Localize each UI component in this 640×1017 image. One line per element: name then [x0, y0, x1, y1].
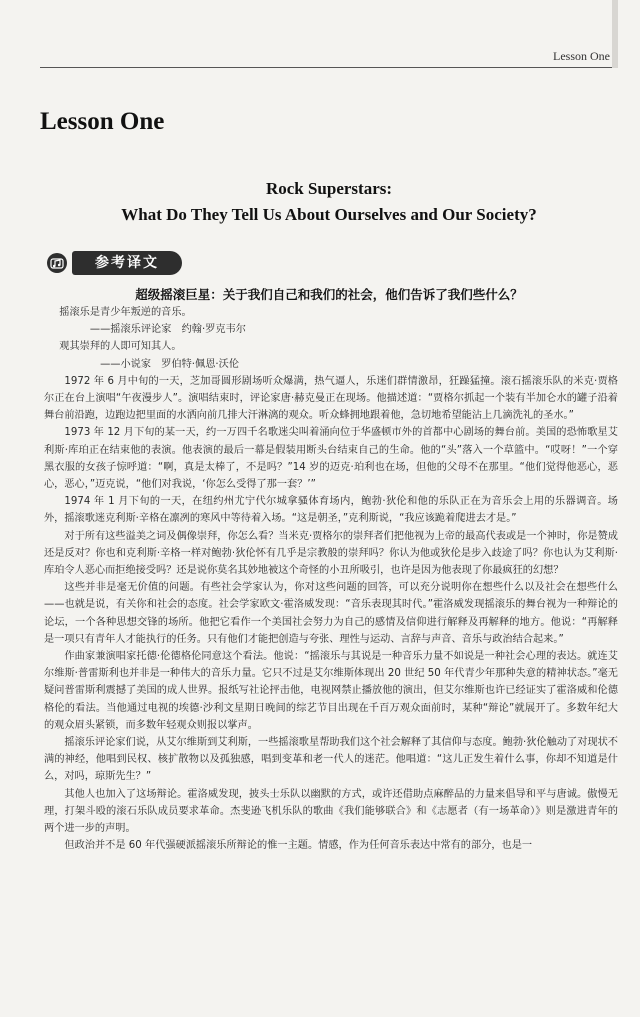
body-paragraph: 1974 年 1 月下旬的一天，在纽约州尤宁代尔城拿骚体育场内，鲍勃·狄伦和他的乐队正在为音乐会上用的乐器调音。场外，摇滚歌迷克利斯·辛格在凛冽的寒风中等待着入场。“这是朝圣，”克利斯说，“我应该跪着爬进去才是。” [44, 496, 618, 525]
epigraph-source: ——摇滚乐评论家 约翰·罗克韦尔 [89, 324, 246, 336]
body-paragraph: 其他人也加入了这场辩论。霍洛威发现，披头士乐队以幽默的方式，或许还借助点麻醉品的力量来倡导和平与唐诚。傲慢无理，打架斗殴的滚石乐队成员要求革命。杰斐逊飞机乐队的歌曲《我们能够联合》和《志愿者（有一场革命）》则是激进青年的两个进一步的声明。 [44, 788, 618, 835]
body-paragraph: 这些并非是毫无价值的问题。有些社会学家认为，你对这些问题的回答，可以充分说明你在想些什么以及社会在想些什么——也就是说，有关你和社会的态度。社会学家欧文·霍洛威发现：“音乐表现其时代。”霍洛威发现摇滚乐的舞台视为一种辩论的论坛，一个各种思想交锋的场所。他把它看作一个美国社会努力为自己的感情及信仰进行解释及再解释的地方。他说：“再解释是一项只有青年人才能执行的任务。只有他们才能把创造与夸张、理性与运动、言辞与声音、音乐与政治结合起来。” [44, 582, 618, 645]
body-paragraph: 但政治并不是 60 年代强硬派摇滚乐所辩论的惟一主题。情感，作为任何音乐表达中常有的部分，也是一 [64, 840, 533, 852]
section-label: 参考译文 [72, 251, 182, 275]
header-rule [40, 67, 618, 68]
page-edge-tab [612, 0, 618, 68]
body-paragraph: 1973 年 12 月下旬的某一天，约一万四千名歌迷尖叫着涌向位于华盛顿市外的首都中心剧场的舞台前。美国的恐怖歌星艾利斯·库珀正在结束他的表演。他表演的最后一幕是假装用断头台结束自己的生命。他的“头”落入一个草篮中。“哎呀！”一个穿黑衣服的女孩子惊呼道：“啊，真是太棒了，不是吗？”14 岁的迈克·珀利也在场，但他的父母不在那里。“他们觉得他恶心，恶心，恶心，”迈克说，“他们对我说，‘你怎么受得了那一套？’” [44, 427, 618, 491]
running-head-text: Lesson One [553, 49, 610, 63]
epigraph-source: ——小说家 罗伯特·佩恩·沃伦 [100, 358, 240, 370]
article-title-line1: Rock Superstars: [265, 179, 393, 198]
body-paragraph: 作曲家兼演唱家托德·伦德格伦同意这个看法。他说：“摇滚乐与其说是一种音乐力量不如说是一种社会心理的表达。就连艾尔维斯·普雷斯利也并非是一种伟大的音乐力量。它只不过是艾尔维斯体现出 20 世纪 50 年代青少年那种失意的精神状态。”毫无疑问普雷斯利震撼了美国的成人世界。报纸写社论抨击他，电视网禁止播放他的演出，但艾尔维斯也许已经证实了霍洛威和伦德格伦的看法。当他通过电视的埃德·沙利文星期日晚间的综艺节目出现在千百万观众面前时，某种“辩论”就展开了。多数年纪大的观众眉头紧锁，而多数年轻观众则报以掌声。 [44, 651, 618, 731]
epigraph-quote: 观其崇拜的人即可知其人。 [59, 341, 182, 353]
music-note-icon [46, 252, 68, 274]
section-banner [46, 251, 186, 277]
body-paragraph: 对于所有这些溢美之词及偶像崇拜，你怎么看？当米克·贾格尔的崇拜者们把他视为上帝的最高代表或是一个神时，你是赞成还是反对？你也和克利斯·辛格一样对鲍勃·狄伦怀有几乎是宗教般的崇拜吗？你认为他或狄伦是步入歧途了吗？你也认为艾利斯·库珀令人恶心而拒绝接受吗？还是说你莫名其妙地被这个奇怪的小丑所吸引，也许是因为他表现了你最疯狂的幻想？ [44, 530, 618, 577]
body-paragraph: 摇滚乐评论家们说，从艾尔维斯到艾利斯，一些摇滚歌星帮助我们这个社会解释了其信仰与态度。鲍勃·狄伦触动了对现状不满的神经，他唱到民权、核扩散物以及孤独感，唱到变革和老一代人的迷茫。他唱道：“这儿正发生着什么事，你却不知道是什么，对吗，琼斯先生？” [44, 737, 618, 783]
article-title [40, 176, 618, 228]
running-header [40, 46, 618, 68]
article-body [44, 304, 618, 855]
body-paragraph: 1972 年 6 月中旬的一天，芝加哥圆形剧场听众爆满，热气逼人，乐迷们群情激昂，狂躁猛撞。滚石摇滚乐队的米克·贾格尔正在台上演唱“午夜漫步人”。演唱结束时，评论家唐·赫克曼正在现场。他描述道：“贾格尔抓起一个装有半加仑水的罐子沿着舞台前沿跑，边跑边把里面的水洒向前几排大汗淋漓的观众。听众蜂拥地跟着他，急切地希望能沾上几滴洗礼的圣水。” [44, 375, 618, 422]
article-title-line2: What Do They Tell Us About Ourselves and Our Society? [121, 205, 537, 224]
epigraph-quote: 摇滚乐是青少年叛逆的音乐。 [59, 307, 192, 318]
chinese-title: 超级摇滚巨星：关于我们自己和我们的社会，他们告诉了我们些什么？ [135, 287, 523, 302]
lesson-title: Lesson One [40, 108, 165, 135]
